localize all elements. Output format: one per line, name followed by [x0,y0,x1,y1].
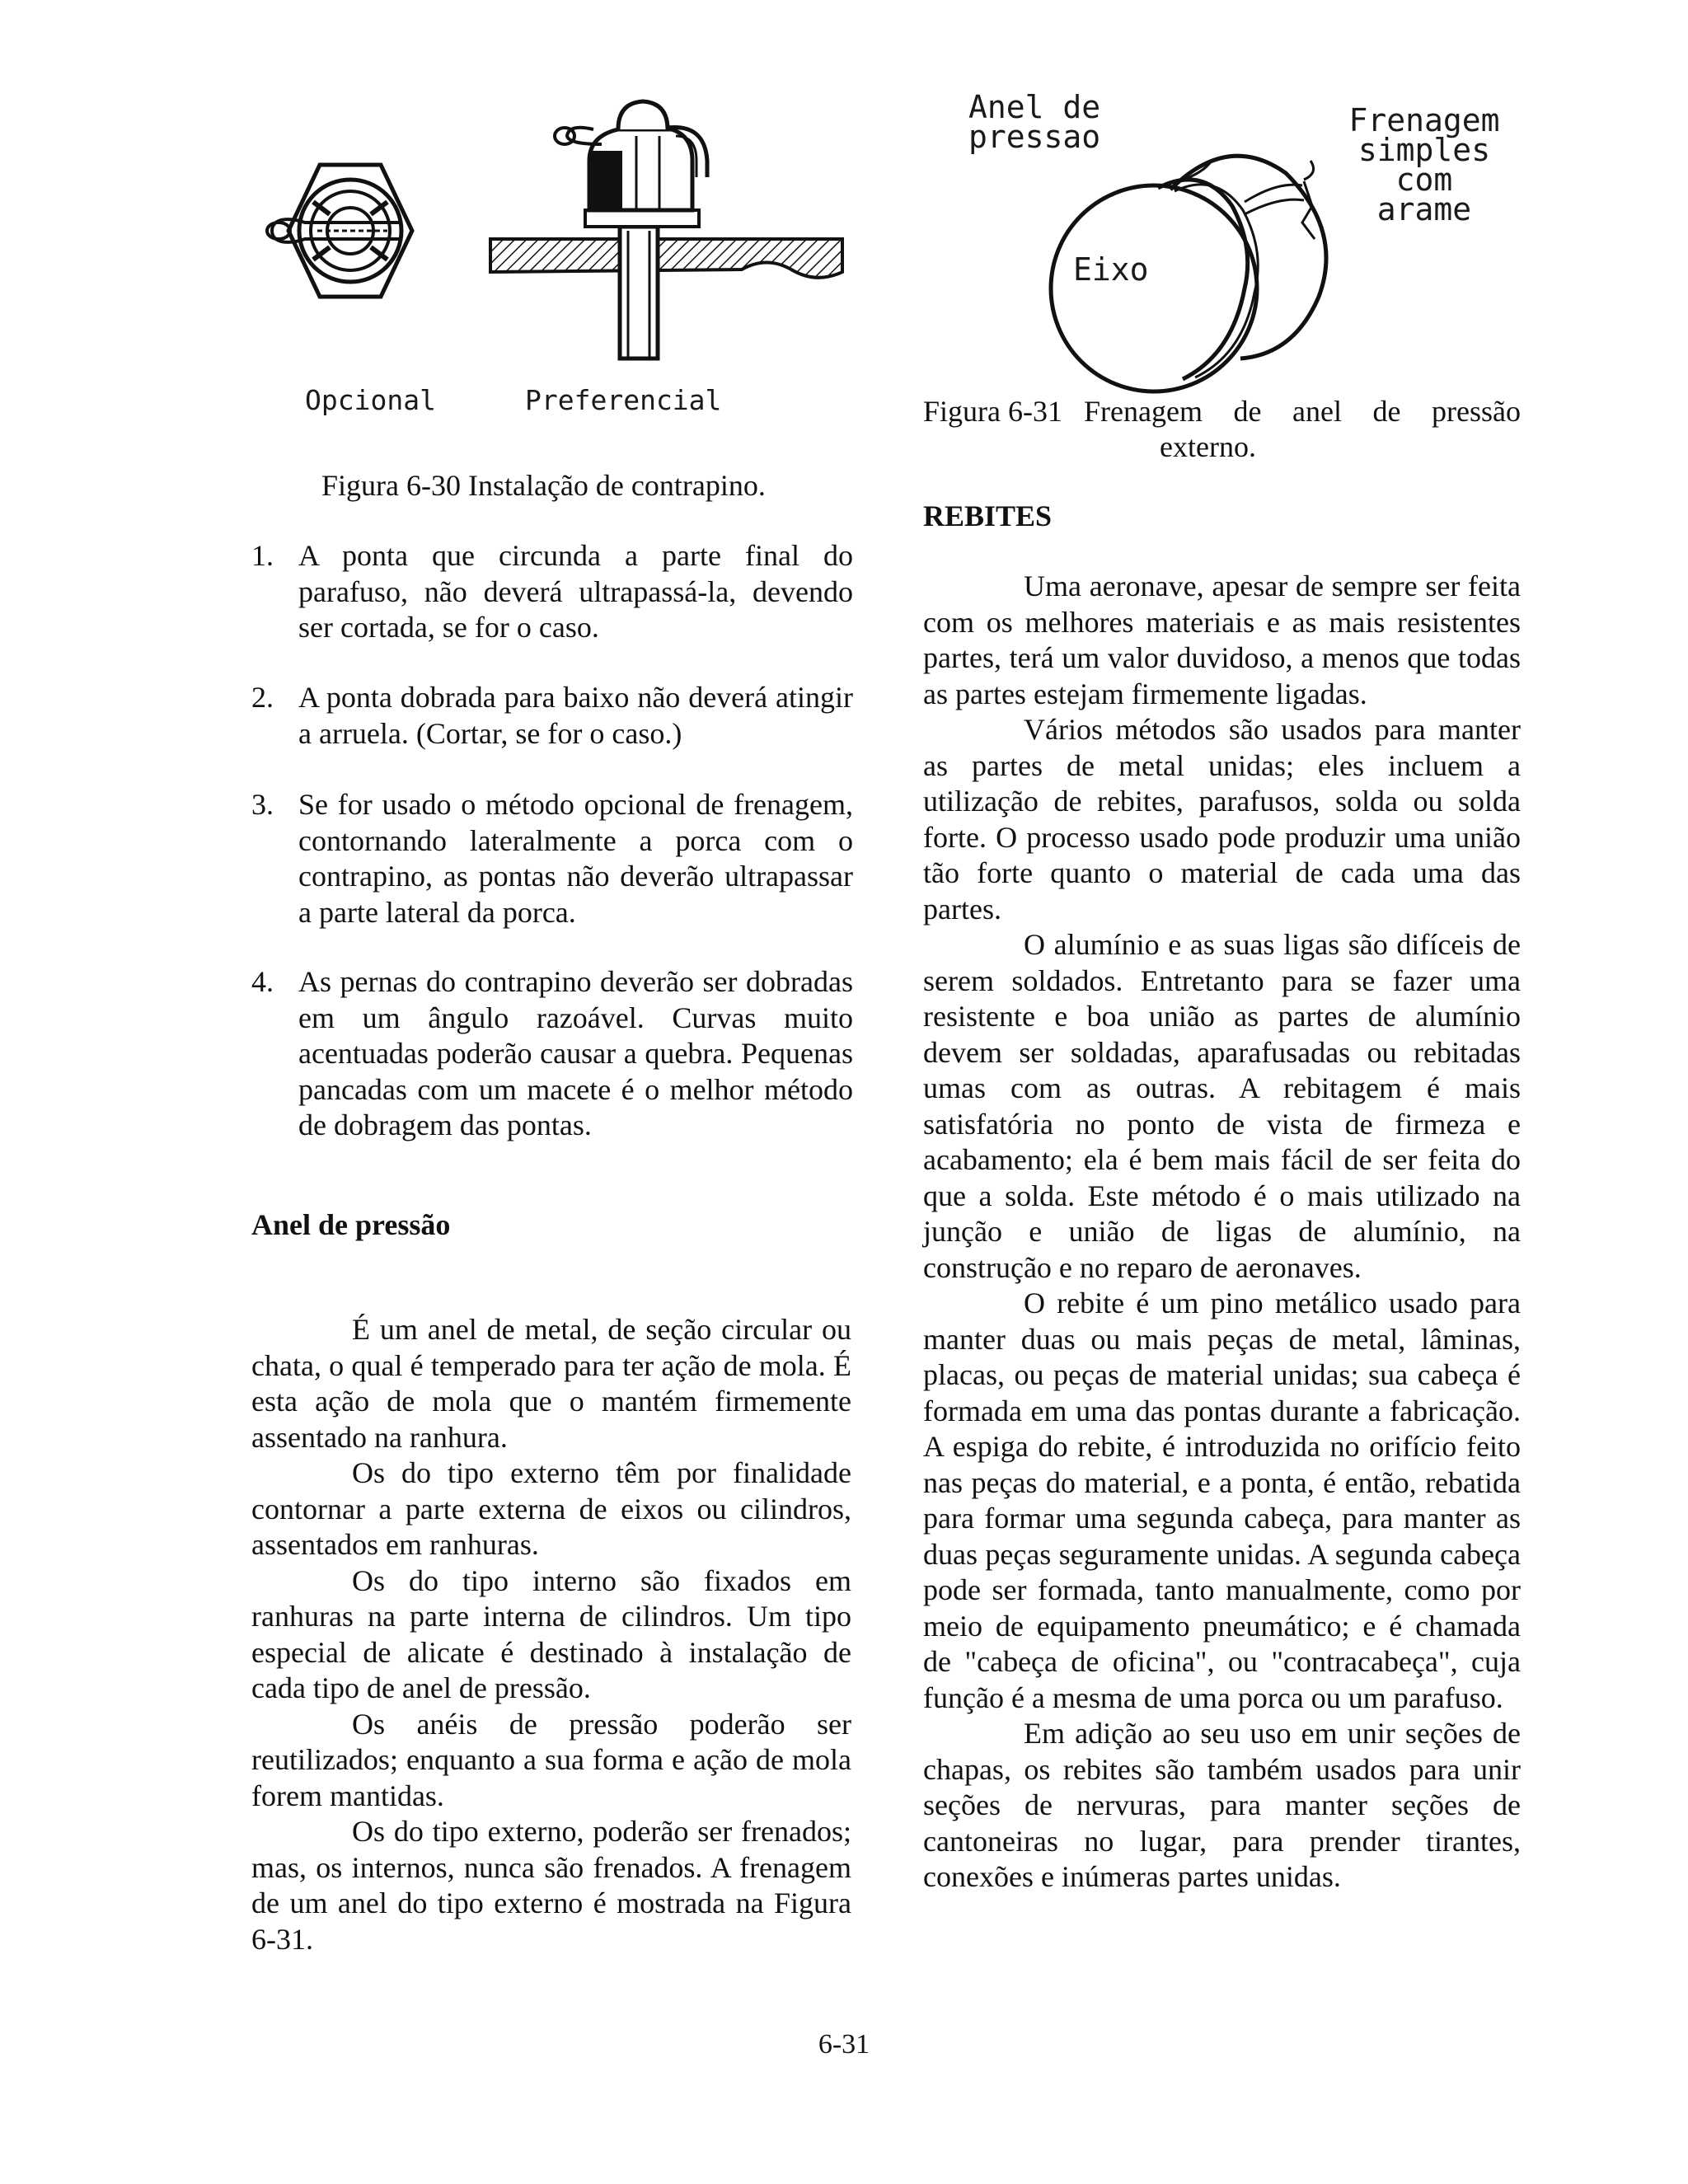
figure-6-31-label-anel [968,89,1101,155]
list-item-text: Se for usado o método opcional de frenagem, contornando lateralmente a porca com o contrapino, as pontas não deverão ultrapassar a parte lateral da porca. [298,788,853,929]
figure-6-31-caption-number: Figura 6-31 [923,395,1062,428]
paragraph: Em adição ao seu uso em unir seções de chapas, os rebites são também usados para unir seções de nervuras, para manter seções de cantoneiras no lugar, para prender tirantes, conexões e inúmeras partes unidas. [923,1717,1521,1893]
list-item-text: As pernas do contrapino deverão ser dobradas em um ângulo razoável. Curvas muito acentuadas poderão causar a quebra. Pequenas pancadas com um macete é o melhor método de dobragem das pontas. [298,965,853,1141]
label-anel-line2: pressao [968,119,1101,155]
label-frenagem-line3: com [1395,162,1453,198]
list-item [251,964,853,1144]
label-frenagem-line1: Frenagem [1348,102,1500,138]
figure-6-31-label-eixo: Eixo [1073,251,1149,288]
figure-6-31-caption-line1: Frenagem de anel de pressão [1084,395,1521,428]
list-item [251,538,853,646]
page-number: 6-31 [818,2029,870,2060]
paragraph: É um anel de metal, de seção circular ou chata, o qual é temperado para ter ação de mola. É esta ação de mola que o mantém firmemente assentado na ranhura. [251,1313,851,1454]
list-item-number: 3. [251,788,274,821]
label-anel-line1: Anel de [968,89,1101,125]
paragraph: O alumínio e as suas ligas são difíceis de serem soldados. Entretanto para se fazer uma resistente e boa união as partes de alumínio devem ser soldadas, aparafusadas ou rebitadas umas com as outras. A rebitagem é mais satisfatória no ponto de vista de firmeza e acabamento; ela é bem mais fácil de ser feita do que a solda. Este método é o mais utilizado na junção e união de ligas de alumínio, na construção e no reparo de aeronaves. [923,928,1521,1284]
label-frenagem-line4: arame [1376,191,1472,227]
hex-nut-top-view [267,165,412,297]
list-item [251,680,853,752]
paragraph: Os do tipo interno são fixados em ranhuras na parte interna de cilindros. Um tipo especial de alicate é destinado à instalação de cada tipo de anel de pressão. [251,1563,851,1704]
list-item [251,787,853,930]
figure-6-30-label-preferencial: Preferencial [525,384,722,416]
castle-nut-side-view [490,101,842,359]
right-column-body [923,569,1521,1896]
figure-6-30-label-opcional: Opcional [305,384,436,416]
list-item-text: A ponta que circunda a parte final do parafuso, não deverá ultrapassá-la, devendo ser cortada, se for o caso. [298,539,853,644]
paragraph: O rebite é um pino metálico usado para manter duas ou mais peças de metal, lâminas, placas, ou peças de material unidas; sua cabeça é formada em uma das pontas durante a fabricação. A espiga do rebite, é introduzida no orifício feito nas peças do material, e a ponta, é então, rebatida para formar uma segunda cabeça, para manter as duas peças seguramente unidas. A segunda cabeça pode ser formada, tanto manualmente, como por meio de equipamento pneumático; e é chamada de "cabeça de oficina", ou "contracabeça", cuja função é a mesma de uma porca ou um parafuso. [923,1286,1521,1714]
list-item-number: 1. [251,539,274,572]
left-column-body [251,1312,851,1957]
figure-6-30-caption: Figura 6-30 Instalação de contrapino. [321,469,766,502]
list-item-number: 4. [251,965,274,998]
paragraph: Os do tipo externo, poderão ser frenados; mas, os internos, nunca são frenados. A frenagem de um anel do tipo externo é mostrada na Figura 6-31. [251,1815,851,1956]
figure-6-31-caption [923,394,1521,465]
paragraph: Os do tipo externo têm por finalidade contornar a parte externa de eixos ou cilindros, assentados em ranhuras. [251,1456,851,1561]
paragraph: Uma aeronave, apesar de sempre ser feita com os melhores materiais e as mais resistentes partes, terá um valor duvidoso, a menos que todas as partes estejam firmemente ligadas. [923,569,1521,710]
paragraph: Os anéis de pressão poderão ser reutilizados; enquanto a sua forma e ação de mola forem mantidas. [251,1707,851,1812]
figure-6-30-illustration [256,78,849,383]
paragraph: Vários métodos são usados para manter as partes de metal unidas; eles incluem a utilização de rebites, parafusos, solda ou solda forte. O processo usado pode produzir uma união tão forte quanto o material de cada uma das partes. [923,713,1521,926]
label-frenagem-line2: simples [1357,132,1491,168]
list-item-number: 2. [251,681,274,714]
section-heading-anel-de-pressao: Anel de pressão [251,1208,451,1241]
figure-6-31-label-frenagem [1325,102,1523,227]
list-item-text: A ponta dobrada para baixo não deverá atingir a arruela. (Cortar, se for o caso.) [298,681,853,750]
figure-6-31-caption-line2: externo. [1160,430,1256,463]
section-heading-rebites: REBITES [923,499,1053,532]
